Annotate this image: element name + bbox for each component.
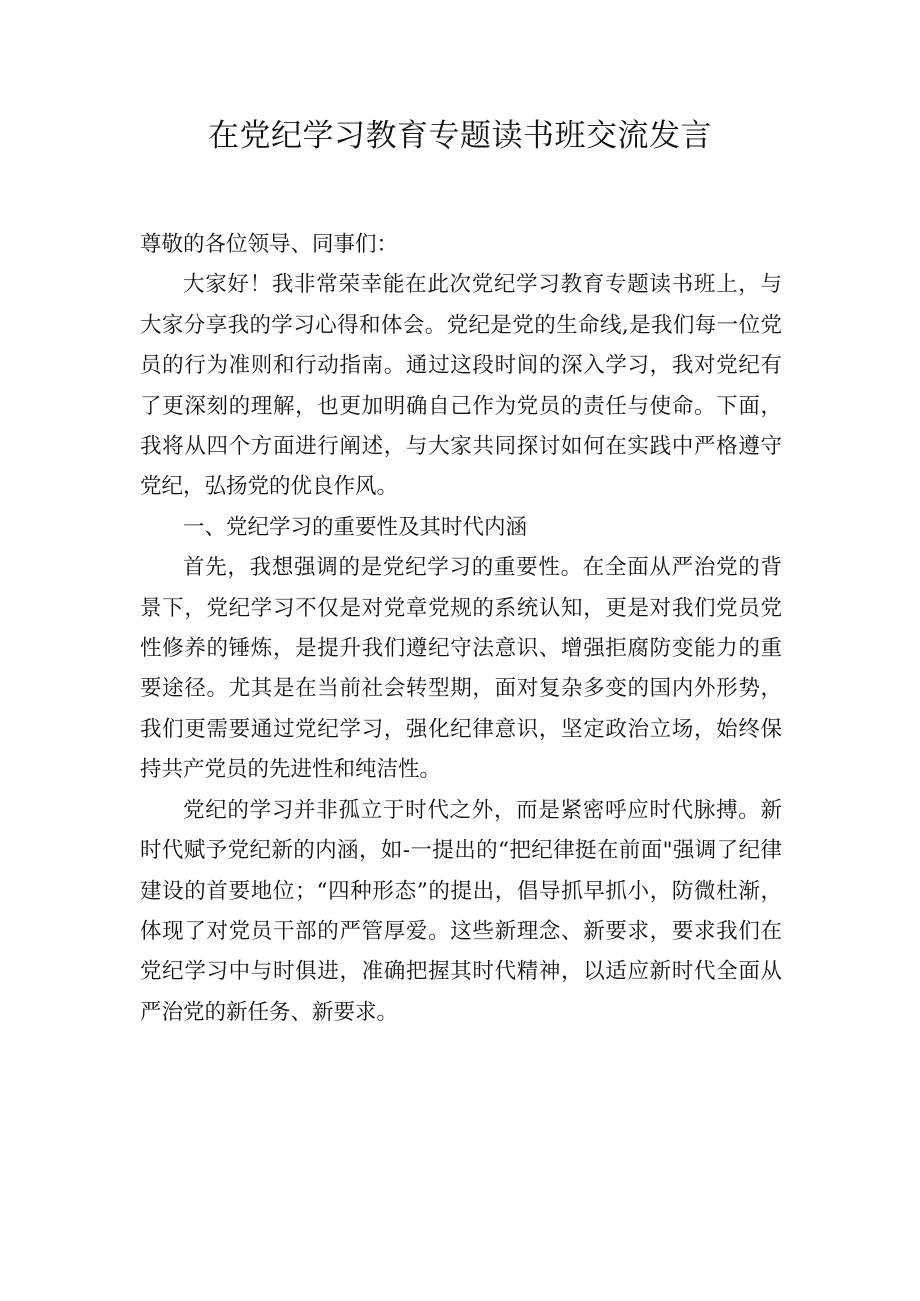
salutation: 尊敬的各位领导、同事们： bbox=[140, 232, 399, 257]
section1-paragraph-1: 首先，我想强调的是党纪学习的重要性。在全面从严治党的背景下，党纪学习不仅是对党章党规的系统认知，更是对我们党员党性修养的锤炼，是提升我们遵纪守法意识、增强拒腐防变能力的重要途径。尤其是在当前社会转型期，面对复杂多变的国内外形势，我们更需要通过党纪学习，强化纪律意识，坚定政治立场，始终保持共产党员的先进性和纯洁性。 bbox=[140, 555, 782, 783]
document-title: 在党纪学习教育专题读书班交流发言 bbox=[208, 118, 712, 154]
intro-paragraph: 大家好！我非常荣幸能在此次党纪学习教育专题读书班上，与大家分享我的学习心得和体会。党纪是党的生命线,是我们每一位党员的行为准则和行动指南。通过这段时间的深入学习，我对党纪有了更深刻的理解，也更加明确自己作为党员的责任与使命。下面，我将从四个方面进行阐述，与大家共同探讨如何在实践中严格遵守党纪，弘扬党的优良作风。 bbox=[140, 272, 782, 500]
document-body bbox=[140, 225, 782, 1033]
section-heading-1: 一、党纪学习的重要性及其时代内涵 bbox=[183, 514, 528, 540]
section1-paragraph-2: 党纪的学习并非孤立于时代之外，而是紧密呼应时代脉搏。新时代赋予党纪新的内涵，如-一提出的“把纪律挺在前面"强调了纪律建设的首要地位；“四种形态”的提出，倡导抓早抓小，防微杜渐，体现了对党员干部的严管厚爱。这些新理念、新要求，要求我们在党纪学习中与时俱进，准确把握其时代精神，以适应新时代全面从严治党的新任务、新要求。 bbox=[140, 797, 782, 1025]
